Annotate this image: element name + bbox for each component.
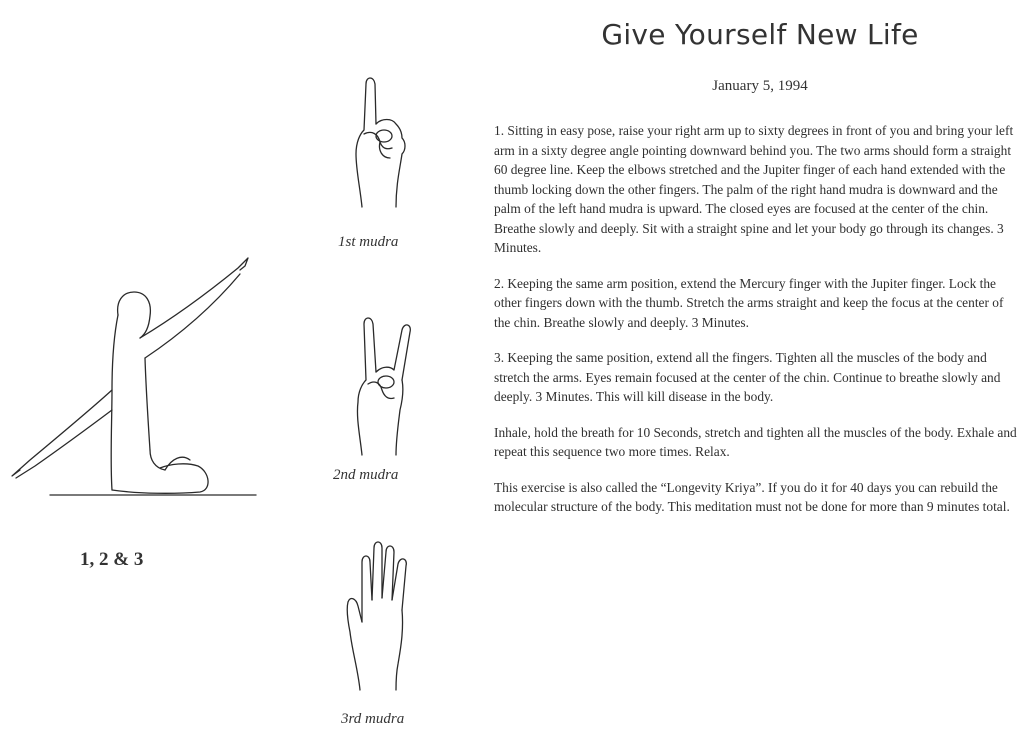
jupiter-finger-mudra-icon xyxy=(338,72,418,212)
instruction-note: This exercise is also called the “Longevity Kriya”. If you do it for 40 days you can rebuild the molecular structure of the body. This meditation must not be done for more than 9 minutes total. xyxy=(494,479,1010,514)
open-hand-mudra-icon xyxy=(340,540,420,700)
mudra-caption-2: 2nd mudra xyxy=(333,467,399,483)
instructions-body xyxy=(494,121,1020,533)
mercury-jupiter-mudra-icon xyxy=(340,310,420,460)
instruction-step-2: 2. Keeping the same arm position, extend the Mercury finger with the Jupiter finger. Lock the other fingers down with the thumb. Stretch the arms straight and keep the focus at the center of the chin. Breathe slowly and deeply. 3 Minutes. xyxy=(494,275,1004,330)
page-title: Give Yourself New Life xyxy=(601,18,919,51)
instruction-step-1: 1. Sitting in easy pose, raise your right arm up to sixty degrees in front of you and bring your left arm in a sixty degree angle pointing downward behind you. The two arms should form a straight 60 degree line. Keep the elbows stretched and the Jupiter finger of each hand extended with the thumb locking down the other fingers. The palm of the right hand mudra is downward and the palm of the left hand mudra is upward. The closed eyes are focused at the center of the chin. Breathe slowly and deeply. Sit with a straight spine and let your body go through its changes. 3 Minutes. xyxy=(494,123,1014,255)
mudra-caption-1: 1st mudra xyxy=(338,234,399,250)
figure-caption: 1, 2 & 3 xyxy=(80,549,144,570)
date: January 5, 1994 xyxy=(712,78,808,94)
instruction-breath: Inhale, hold the breath for 10 Seconds, stretch and tighten all the muscles of the body. Exhale and repeat this sequence two more times. Relax. xyxy=(494,424,1017,459)
seated-pose-figure-icon xyxy=(0,240,270,510)
mudra-caption-3: 3rd mudra xyxy=(341,711,405,727)
instruction-step-3: 3. Keeping the same position, extend all the fingers. Tighten all the muscles of the body and stretch the arms. Eyes remain focused at the center of the chin. Continue to breathe slowly and deeply. 3 Minutes. This will kill disease in the body. xyxy=(494,350,1001,404)
